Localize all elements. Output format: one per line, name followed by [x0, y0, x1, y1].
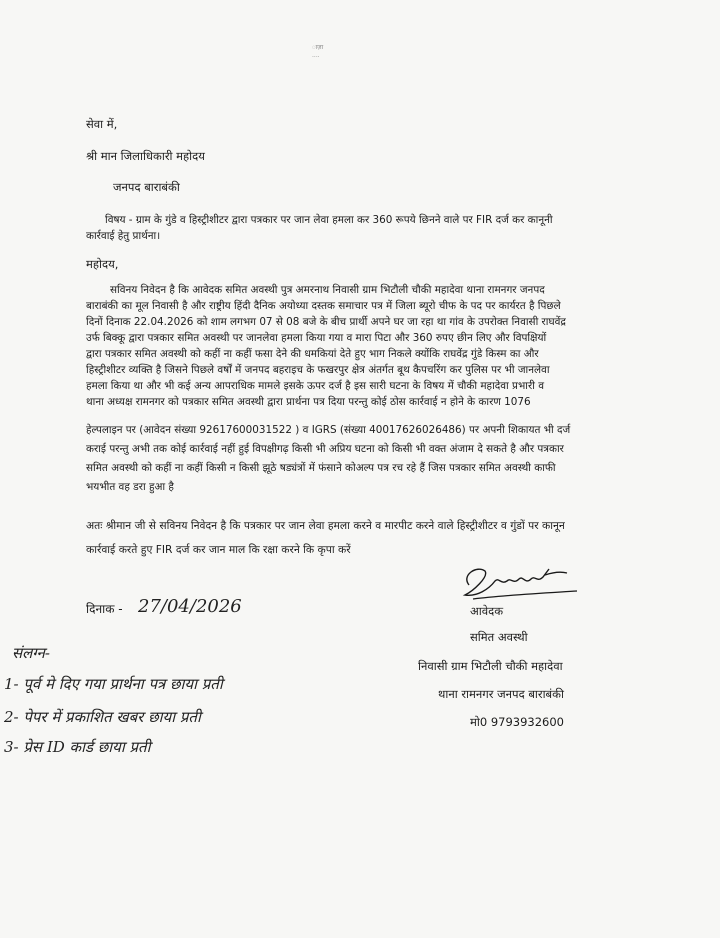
paragraph-line: हेल्पलाइन पर (आवेदन संख्या 92617600031522 ) व IGRS (संख्या 40017626026486) पर अपनी शिकायत भी दर्ज	[86, 424, 571, 436]
applicant-label: आवेदक	[470, 604, 504, 618]
attachments-heading: संलग्न-	[12, 644, 50, 662]
paragraph-1	[86, 283, 686, 494]
subject-line-1: विषय - ग्राम के गुंडे व हिस्ट्रीशीटर द्वारा पत्रकार पर जान लेवा हमला कर 360 रूपये छिनने वाले पर FIR दर्ज कर कानूनी	[105, 214, 553, 226]
paragraph-line: थाना अध्यक्ष रामनगर को पत्रकार समित अवस्थी द्वारा प्रार्थना पत्र दिया परन्तु कोई ठोस कार्रवाई न होने के कारण 1076	[86, 396, 531, 408]
paragraph-line: उर्फ बिक्कू द्वारा पत्रकार समित अवस्थी पर जानलेवा हमला किया गया व मारा पिटा और 360 रुपए छीन लिए और विपक्षियों	[86, 332, 547, 344]
paragraph-line: कार्रवाई करते हुए FIR दर्ज कर जान माल कि रक्षा करने कि कृपा करें	[86, 543, 351, 556]
paragraph-line: कराई परन्तु अभी तक कोई कार्रवाई नहीं हुई विपक्षीगढ़ किसी भी अप्रिय घटना को किसी भी वक्त अंजाम दे सकते है और पत्रकार	[86, 443, 564, 455]
date-label: दिनाक -	[86, 602, 123, 616]
applicant-mobile: मो0 9793932600	[470, 715, 564, 729]
paragraph-line: भयभीत वह डरा हुआ है	[86, 481, 174, 493]
subject-line-2: कार्रवाई हेतु प्रार्थना।	[86, 230, 161, 242]
top-mark-2: ....	[312, 52, 320, 59]
date-value: 27/04/2026	[138, 596, 242, 617]
applicant-name: समित अवस्थी	[470, 630, 528, 644]
paragraph-line: अतः श्रीमान जी से सविनय निवेदन है कि पत्रकार पर जान लेवा हमला करने व मारपीट करने वाले हिस्ट्रीशीटर व गुंडों पर कानून	[86, 519, 565, 532]
paragraph-line: बाराबंकी का मूल निवासी है और राष्ट्रीय हिंदी दैनिक अयोध्या दस्तक समाचार पत्र में जिला ब्यूरो चीफ के पद पर कार्यरत है पिछले	[86, 300, 561, 312]
recipient: श्री मान जिलाधिकारी महोदय	[86, 149, 205, 163]
top-mark: ाज़ा	[312, 44, 324, 51]
recipient-district: जनपद बाराबंकी	[113, 180, 180, 194]
attachment-item: 1- पूर्व मे दिए गया प्रार्थना पत्र छाया प्रती	[4, 675, 223, 693]
paragraph-2	[86, 519, 686, 557]
signature-scribble	[455, 555, 585, 607]
attachment-item: 3- प्रेस ID कार्ड छाया प्रती	[4, 738, 151, 756]
applicant-address-1: निवासी ग्राम भिटौली चौकी महादेवा	[418, 659, 563, 673]
salutation-to: सेवा में,	[86, 117, 118, 131]
applicant-address-2: थाना रामनगर जनपद बाराबंकी	[438, 687, 564, 701]
attachment-item: 2- पेपर में प्रकाशित खबर छाया प्रती	[4, 708, 201, 726]
paragraph-line: द्वारा पत्रकार समित अवस्थी को कहीं ना कहीं फसा देने की धमकियां देते हुए भाग निकले क्योंकि राघवेंद्र गुंडे किस्म का और	[86, 348, 539, 360]
paragraph-line: दिनों दिनाक 22.04.2026 को शाम लगभग 07 से 08 बजे के बीच प्रार्थी अपने घर जा रहा था गांव के उपरोक्त निवासी राघवेंद्र	[86, 316, 566, 328]
paragraph-line: हमला किया था और भी कई अन्य आपराधिक मामले इसके ऊपर दर्ज है इस सारी घटना के विषय में चौकी महादेवा प्रभारी व	[86, 380, 544, 392]
paragraph-line: समित अवस्थी को कहीं ना कहीं किसी न किसी झूठे षड्यंत्रों में फंसाने कोअल्प पत्र रच रहे हैं जिस पत्रकार समित अवस्थी काफी	[86, 462, 556, 474]
greeting: महोदय,	[86, 257, 119, 271]
paragraph-line: सविनय निवेदन है कि आवेदक समित अवस्थी पुत्र अमरनाथ निवासी ग्राम भिटौली चौकी महादेवा थाना रामनगर जनपद	[110, 284, 545, 296]
paragraph-line: हिस्ट्रीशीटर व्यक्ति है जिसने पिछले वर्षों में जनपद बहराइच के फखरपुर क्षेत्र अंतर्गत बूथ कैपचरिंग कर पुलिस पर भी जानलेवा	[86, 364, 550, 376]
